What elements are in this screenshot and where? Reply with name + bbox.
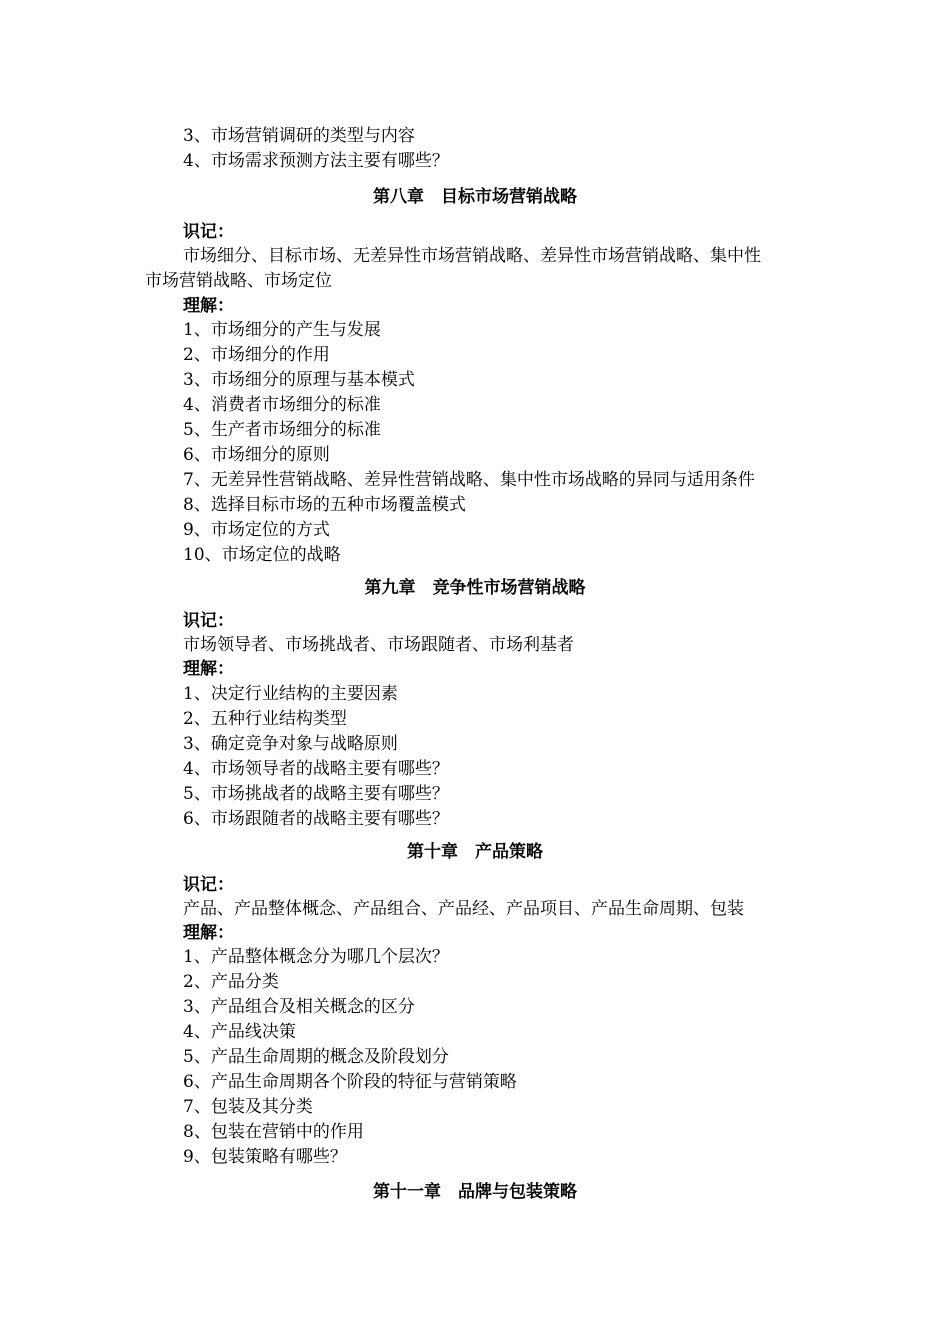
paragraph-text: 产品、产品整体概念、产品组合、产品经、产品项目、产品生命周期、包装: [183, 899, 744, 919]
list-item: 2、产品分类: [183, 972, 279, 992]
list-item: 3、市场营销调研的类型与内容: [183, 126, 415, 146]
list-item: 4、产品线决策: [183, 1022, 296, 1042]
list-item: 1、市场细分的产生与发展: [183, 320, 381, 340]
paragraph-text: 市场细分、目标市场、无差异性市场营销战略、差异性市场营销战略、集中性: [183, 246, 761, 266]
list-item: 6、市场细分的原则: [183, 445, 330, 465]
list-item: 8、选择目标市场的五种市场覆盖模式: [183, 495, 466, 515]
list-item: 5、生产者市场细分的标准: [183, 420, 381, 440]
chapter-heading: 第八章 目标市场营销战略: [373, 187, 577, 207]
list-item: 1、产品整体概念分为哪几个层次？: [183, 947, 449, 967]
paragraph-text: 市场领导者、市场挑战者、市场跟随者、市场利基者: [183, 635, 574, 655]
list-item: 2、市场细分的作用: [183, 345, 330, 365]
section-label: 识记：: [183, 611, 234, 631]
list-item: 3、市场细分的原理与基本模式: [183, 370, 415, 390]
section-label: 理解：: [183, 923, 234, 943]
chapter-heading: 第十章 产品策略: [407, 842, 543, 862]
list-item: 4、消费者市场细分的标准: [183, 395, 381, 415]
chapter-heading: 第十一章 品牌与包装策略: [373, 1182, 577, 1202]
list-item: 1、决定行业结构的主要因素: [183, 684, 398, 704]
list-item: 2、五种行业结构类型: [183, 709, 347, 729]
list-item: 6、产品生命周期各个阶段的特征与营销策略: [183, 1072, 517, 1092]
list-item: 3、确定竞争对象与战略原则: [183, 734, 398, 754]
list-item: 3、产品组合及相关概念的区分: [183, 997, 415, 1017]
list-item: 5、产品生命周期的概念及阶段划分: [183, 1047, 449, 1067]
list-item: 4、市场需求预测方法主要有哪些？: [183, 151, 449, 171]
list-item: 9、包装策略有哪些？: [183, 1147, 347, 1167]
list-item: 6、市场跟随者的战略主要有哪些？: [183, 809, 449, 829]
list-item: 8、包装在营销中的作用: [183, 1122, 364, 1142]
chapter-heading: 第九章 竞争性市场营销战略: [364, 578, 586, 598]
list-item: 10、市场定位的战略: [183, 545, 341, 565]
section-label: 识记：: [183, 222, 234, 242]
list-item: 9、市场定位的方式: [183, 520, 330, 540]
list-item: 7、包装及其分类: [183, 1097, 313, 1117]
list-item: 5、市场挑战者的战略主要有哪些？: [183, 784, 449, 804]
list-item: 7、无差异性营销战略、差异性营销战略、集中性市场战略的异同与适用条件: [183, 470, 755, 490]
paragraph-text: 市场营销战略、市场定位: [145, 271, 332, 291]
section-label: 识记：: [183, 875, 234, 895]
section-label: 理解：: [183, 296, 234, 316]
list-item: 4、市场领导者的战略主要有哪些？: [183, 759, 449, 779]
section-label: 理解：: [183, 659, 234, 679]
